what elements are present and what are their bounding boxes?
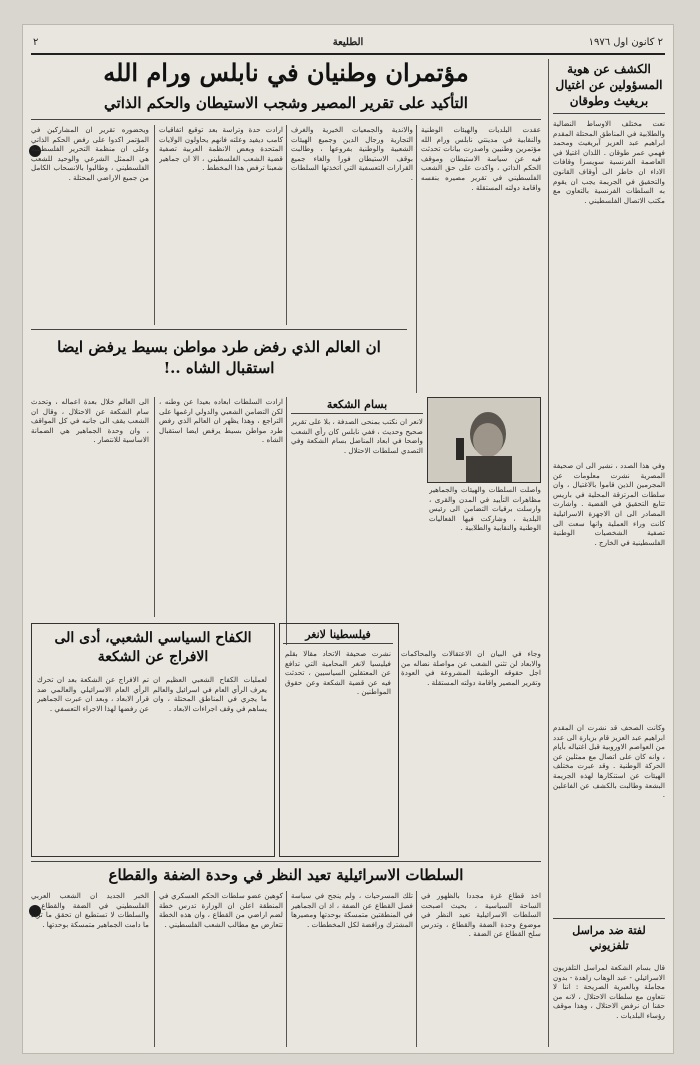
column-rule: [416, 891, 417, 1047]
main-article-col-3: ارادت حدة وتراسة بعد توقيع اتفاقيات كامب ديفيد وعلته فانهم يحاولون الولايات المتحدة وبعض الانظمة العربية تصفية قضية الشعب الفلسطيني ، الا ان جماهير شعبنا ترفض هذا المخطط .: [159, 125, 283, 173]
sidebar-article-bottom: قال بسام الشكعة لمراسل التلفزيون الاسرائيلي - عبد الوهاب زاهدة - بدون مجاملة وبالعبرية الصريحة : اننا لا نتعاون مع سلطات الاحتلال ، لانه من حقنا ان نرفض الاحتلال ، وهذا موقف رؤساء البلديات .: [553, 963, 665, 1020]
column-rule: [154, 891, 155, 1047]
bottom-article-col-3: كوهين عضو سلطات الحكم العسكري في المنطقة اعلن ان الوزارة تدرس خطة لضم اراضي من القطاع ، وان هذه الخطة تتعارض مع مطالب الشعب الفلسطيني .: [159, 891, 283, 929]
mid-headline: ان العالم الذي رفض طرد مواطن بسيط يرفض ايضا استقبال الشاه ..!: [57, 338, 381, 377]
header-page-number: ٢: [33, 37, 39, 48]
struggle-article-col-1: لعمليات الكفاح الشعبي العظيم ان يعرف الرأي العام في اسرائيل والعالم ما يجري في المناطق المحتلة ، وان يساهم في وقف اجراءات الابعاد .: [153, 675, 267, 713]
header-paper-name: الطليعة: [332, 37, 364, 48]
column-rule: [286, 125, 287, 325]
bottom-article-col-4: الخبر الجديد ان الشعب العربي الفلسطيني في الضفة والقطاع ، والسلطات لا تستطيع ان تحقق ما تريد ما دامت الجماهير متمسكة بوحدتها .: [31, 891, 149, 929]
palestine-label: فيلسطينا لانغر: [283, 627, 393, 644]
page-header: [31, 35, 665, 55]
main-article-col-1: عقدت البلديات والهيئات الوطنية والنقابية في مدينتي نابلس ورام الله مؤتمرين وطنيين واصدرت بيانات تحدثت فيه عن سياسة الاستيطان وموقف الحكم الذاتي ، واكدت على حق الشعب الفلسطيني في تقرير مصيره بنفسه واقامة دولته المستقلة .: [421, 125, 541, 192]
column-rule: [154, 125, 155, 325]
section-rule: [31, 329, 407, 330]
column-rule: [416, 125, 417, 393]
bottom-article-col-1: اخذ قطاع غزة مجددا بالظهور في الساحة السياسية ، بحيث اصبحت السلطات الاسرائيلية تعيد النظر في موضوع وحدة الضفة والقطاع ، وتدرس سلخ القطاع عن الضفة .: [421, 891, 541, 939]
struggle-headline: الكفاح السياسي الشعبي، أدى الى الافراج عن الشكعة: [54, 630, 252, 665]
column-rule: [286, 397, 287, 645]
sidebar-article-mid: وفي هذا الصدد ، نشير الى ان صحيفة المصرية نشرت معلومات عن المجرمين الذين قاموا بالاغتيال ، وان سلطات المرتزقة المحلية في باريس تتابع التحقيق في القضية . واشارت المصادر الى ان الاجهزة الاسرائيلية كانت وراء العملية وانها سعت الى تصفية الشخصيات الوطنية الفلسطينية في الخارج .: [553, 461, 665, 547]
main-article-col-2: والاندية والجمعيات الخيرية والغرف التجارية ورجال الدين وجميع الهيئات الشعبية والوطنية بفروعها ، وطالبت بوقف الاستيطان فورا والغاء جميع القرارات التعسفية التي اتخذتها السلطات .: [291, 125, 413, 182]
column-rule: [286, 891, 287, 1047]
header-date: ٢ كانون اول ١٩٧٦: [588, 37, 663, 48]
column-rule: [548, 59, 549, 1047]
bottom-headline: السلطات الاسرائيلية تعيد النظر في وحدة الضفة والقطاع: [108, 866, 464, 884]
small-headline: لفتة ضد مراسل تلفزيوني: [572, 924, 646, 952]
struggle-article-col-2: تم الافراج عن الشكعة بعد ان تحرك الرأي العام الاسرائيلي والعالمي ضد قرار الابعاد ، وبعد ان عبرت الجماهير عن رفضها لهذا الاجراء التعسفي .: [37, 675, 149, 713]
palestine-article: نشرت صحيفة الاتحاد مقالا بقلم فيليسيا لانغر المحامية التي تدافع عن المعتقلين السياسيين ، تحدثت فيه عن قضية الشكعة وعن حقوق المواطنين .: [285, 649, 391, 697]
main-article-col-4: ويحضوره تقرير ان المشاركين في المؤتمر اكدوا على رفض الحكم الذاتي وعلى ان منظمة التحرير الفلسطينية هي الممثل الشرعي والوحيد للشعب الفلسطيني ، وطالبوا بالانسحاب الكامل من جميع الاراضي المحتلة .: [31, 125, 149, 182]
sidebar-article-low: وكانت الصحف قد نشرت ان المقدم ابراهيم عبد العزيز قام بزيارة الى عدد من العواصم الاوروبية قبل اغتياله بأيام ، وانه كان على اتصال مع ممثلين عن الحركة الوطنية . وقد عبرت مختلف الهيئات عن استنكارها لهذه الجريمة البشعة وطالبت بالكشف عن الفاعلين .: [553, 723, 665, 800]
sidebar-rule: [553, 113, 665, 114]
section-rule: [31, 861, 541, 862]
mid-article-col-2: ارادت السلطات ابعاده بعيدا عن وطنه ، لكن التضامن الشعبي والدولي ارغمها على التراجع ، وهذا يظهر ان العالم الذي رفض طرد مواطن بسيط يرفض ايضا استقبال الشاه .: [159, 397, 283, 445]
sidebar-rule: [553, 918, 665, 919]
mid-article-low: واصلت السلطات والهيئات والجماهير مظاهرات التأييد في المدن والقرى ، وارسلت برقيات التضامن الى رئيس البلدية ، وشاركت فيها الفعاليات الوطنية والنقابية والطلابية .: [429, 485, 541, 533]
newspaper-page: [22, 24, 674, 1054]
sidebar-article-top: نعت مختلف الاوساط النضالية والطلابية في المناطق المحتلة المقدم ابراهيم عبد العزيز آبريغيث ومحمد فهمي عمر طوقان . اللذان اغتيلا في العاصمة الفرنسية سويسرا وقافات الاداء ان خاطر الى أوقاف القانون والتحقيق في الجريمة يجب ان يقوم به السلطات الفرنسية بالتعاون مع مكتب الاتصال الفلسطيني .: [553, 119, 665, 205]
main-subheadline: التأكيد على تقرير المصير وشجب الاستيطان والحكم الذاتي: [104, 94, 468, 112]
mid-article-col-1: لانعر ان نكتب بمنحى الصدفة ، بلا على تقرير صحيح وحديث ، ففي نابلس كان رأي الشعب واضحا في ابعاد المناضل بسام الشكعة وفي التصدي لسلطات الاحتلال .: [291, 417, 423, 455]
byline-shaka: بسام الشكعة: [291, 397, 423, 414]
sidebar-headline: الكشف عن هوية المسؤولين عن اغتيال بريغيث وطوقان: [555, 62, 663, 108]
column-rule: [154, 397, 155, 617]
mid-article-col-3: الى العالم خلال بعدة اعماله ، وتحدث سام الشكعة عن الاحتلال ، وقال ان الشعب يقف الى جانبه في كل المواقف ، وان وحدة الجماهير هي الضمانة الاساسية للانتصار .: [31, 397, 149, 445]
shaka-photo: [427, 397, 541, 483]
bottom-article-col-2: تلك المسرحيات ، ولم ينجح في سياسة فصل القطاع عن الضفة ، اذ ان الجماهير في المنطقتين متمسكة بوحدتها ومصيرها المشترك ورافضة لكل المخططات .: [291, 891, 413, 929]
main-headline: مؤتمران وطنيان في نابلس ورام الله: [103, 58, 469, 87]
right-column-article: وجاء في البيان ان الاعتقالات والمحاكمات والابعاد لن تثني الشعب عن مواصلة نضاله من اجل حقوقه الوطنية المشروعة في العودة وتقرير المصير واقامة دولته المستقلة .: [401, 649, 541, 687]
headline-rule: [31, 119, 541, 120]
